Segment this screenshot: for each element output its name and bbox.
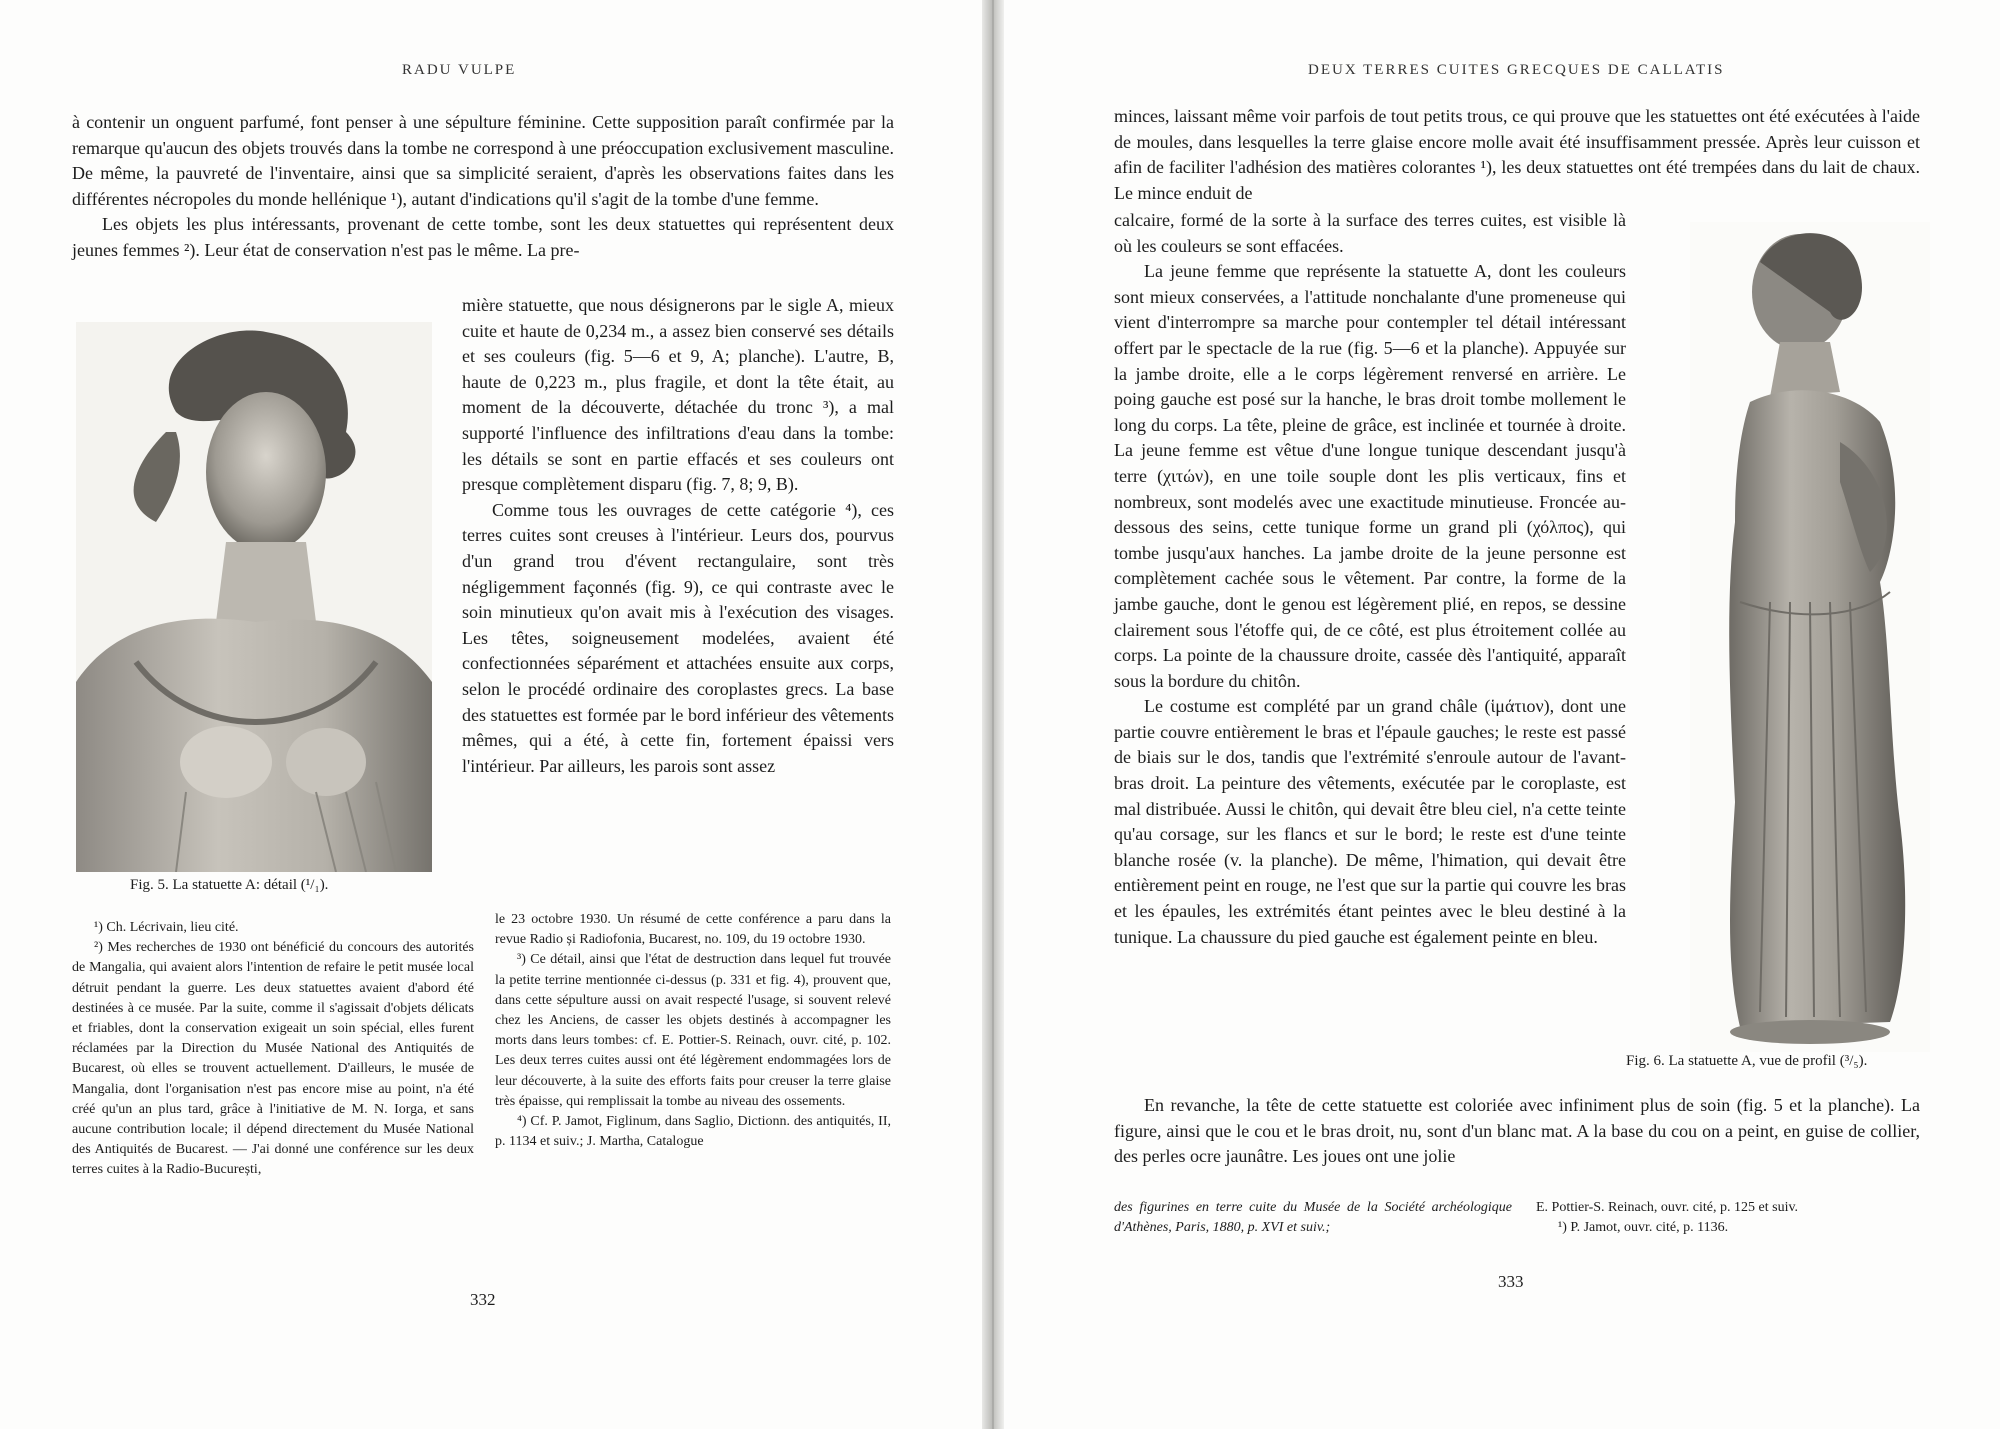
figure-6-statuette-profile (1690, 222, 1930, 1052)
footnotes-left-column (1114, 1198, 1512, 1238)
paragraph: à contenir un onguent parfumé, font penser à une sépulture féminine. Cette supposition paraît confirmée par la remarque qu'aucun des objets trouvés dans la tombe ne correspond à une préoccupation exclusivement masculine. De même, la pauvreté de l'inventaire, ainsi que sa simplicité seraient, d'après les observations faites dans les différentes nécropoles du monde hellénique ¹), autant d'indications qu'il s'agit de la tombe d'une femme. (72, 112, 894, 209)
footnote: ²) Mes recherches de 1930 ont bénéficié du concours des autorités de Mangalia, qui avaient alors l'intention de refaire le petit musée local détruit pendant la guerre. Les deux statuettes avaient d'abord été destinées à ce musée. Par la suite, comme il s'agissait d'objets délicats et friables, dont la conservation exigeait un soin spécial, elles furent réclamées par la Direction du Musée National des Antiquités de Bucarest, où elles se trouvent actuellement. D'ailleurs, le musée de Mangalia, dont l'organisation n'est pas encore mise au point, n'a été créé qu'un an plus tard, grâce à l'initiative de M. N. Iorga, et sans aucune contribution locale; il dépend directement du Musée National des Antiquités de Bucarest. — J'ai donné une conférence sur les deux terres cuites à la Radio-București, (72, 940, 474, 1178)
running-head-left: RADU VULPE (402, 62, 517, 78)
footnote: ¹) Ch. Lécrivain, lieu cité. (94, 920, 239, 935)
body-text-top (72, 110, 894, 264)
footnote: le 23 octobre 1930. Un résumé de cette conférence a paru dans la revue Radio și Radiofonia, Bucarest, no. 109, du 19 octobre 1930. (495, 912, 891, 948)
footnotes-right-column (1536, 1198, 1922, 1238)
figure-5-statuette-detail (76, 322, 432, 872)
footnote: des figurines en terre cuite du Musée de la Société archéologique d'Athènes, Paris, 1880, p. XVI et suiv.; (1114, 1200, 1512, 1236)
footnotes-left-column (72, 918, 474, 1181)
paragraph: mière statuette, que nous désignerons par le sigle A, mieux cuite et haute de 0,234 m., a assez bien conservé ses détails et ses couleurs (fig. 5—6 et 9, A; planche). L'autre, B, haute de 0,223 m., plus fragile, et dont la tête était, au moment de la découverte, détachée du tronc ³), a mal supporté l'influence des infiltrations d'eau dans la tombe: les détails se sont en partie effacés et ses couleurs ont presque complètement disparu (fig. 7, 8; 9, B). (462, 295, 894, 495)
page-number-right: 333 (1498, 1272, 1524, 1291)
statuette-photo-icon (76, 322, 432, 872)
running-head-right: DEUX TERRES CUITES GRECQUES DE CALLATIS (1308, 62, 1725, 78)
paragraph: Le costume est complété par un grand châle (ἱμάτιον), dont une partie couvre entièrement le bras et l'épaule gauches; le reste est passé de biais sur le dos, tandis que l'extrémité s'enroule autour de l'avant-bras droit. La peinture des vêtements, exécutée par le coroplaste, est mal distribuée. Aussi le chitôn, qui devait être bleu ciel, n'a cette teinte qu'au corsage, sur les flancs et sur le bord; le reste est d'une teinte blanche rosée (v. la planche). De même, l'himation, qui devait être entièrement peint en rouge, ne l'est que sur la partie qui couvre les bras et les épaules, les extrémités étant peintes avec le bleu destiné à la tunique. La chaussure du pied gauche est également peinte en bleu. (1114, 696, 1626, 947)
paragraph: La jeune femme que représente la statuette A, dont les couleurs sont mieux conservées, a l'attitude nonchalante d'une promeneuse qui vient d'interrompre sa marche pour contempler tel détail intéressant offert par le spectacle de la rue (fig. 5—6 et la planche). Appuyée sur la jambe droite, elle a le corps légèrement renversé en arrière. Le poing gauche est posé sur la hanche, le bras droit tombe mollement le long du corps. La tête, pleine de grâce, est inclinée et tournée à droite. La jeune femme est vêtue d'une longue tunique descendant jusqu'à terre (χιτών), en une toile souple dont les plis verticaux, fins et nombreux, sont modelés avec une exactitude minutieuse. Froncée au-dessous des seins, cette tunique forme un grand pli (χόλπος), qui tombe jusqu'aux hanches. La jambe droite de la jeune personne est complètement cachée sous le vêtement. Par contre, la forme de la jambe gauche, dont le genou est légèrement plié, en repos, se dessine clairement sous l'étoffe qui, de ce côté, est plus étroitement collée au corps. La pointe de la chaussure droite, cassée dès l'antiquité, apparaît sous la bordure du chitôn. (1114, 261, 1626, 691)
page-332 (0, 0, 990, 1429)
paragraph: calcaire, formé de la sorte à la surface des terres cuites, est visible là où les couleurs se sont effacées. (1114, 210, 1626, 256)
figure-6-caption: Fig. 6. La statuette A, vue de profil (³/₅). (1626, 1053, 1868, 1069)
paragraph: En revanche, la tête de cette statuette est coloriée avec infiniment plus de soin (fig. 5 et la planche). La figure, ainsi que le cou et le bras droit, nu, sont d'un blanc mat. A la base du cou on a peint, en guise de collier, des perles ocre jaunâtre. Les joues ont une jolie (1114, 1095, 1920, 1167)
paragraph: Les objets les plus intéressants, provenant de cette tombe, sont les deux statuettes qui représentent deux jeunes femmes ²). Leur état de conservation n'est pas le même. La pre- (72, 214, 894, 260)
footnotes-right-column (495, 910, 891, 1152)
footnote: E. Pottier-S. Reinach, ouvr. cité, p. 125 et suiv. (1536, 1200, 1799, 1215)
body-text-column (1114, 208, 1626, 950)
footnote: ⁴) Cf. P. Jamot, Figlinum, dans Saglio, Dictionn. des antiquités, II, p. 1134 et suiv.; J. Martha, Catalogue (495, 1114, 891, 1150)
footnote: ¹) P. Jamot, ouvr. cité, p. 1136. (1558, 1220, 1729, 1236)
paragraph: minces, laissant même voir parfois de tout petits trous, ce qui prouve que les statuettes ont été exécutées à l'aide de moules, dans lesquelles la terre glaise encore molle avait été insuffisamment pressée. Après leur cuisson et afin de faciliter l'adhésion des matières colorantes ¹), les deux statuettes ont été trempées dans du lait de chaux. Le mince enduit de (1114, 106, 1920, 203)
footnote: ³) Ce détail, ainsi que l'état de destruction dans lequel fut trouvée la petite terrine mentionnée ci-dessus (p. 331 et fig. 4), prouvent que, dans cette sépulture aussi on avait respecté l'usage, si souvent relevé chez les Anciens, de casser les objets destinés à accompagner les morts dans leurs tombes: cf. E. Pottier-S. Reinach, ouvr. cité, p. 102. Les deux terres cuites aussi ont été légèrement endommagées lors de leur découverte, à la suite des efforts faits pour creuser la terre glaise très épaisse, qui remplissait la tombe au niveau des ossements. (495, 952, 891, 1109)
page-333 (990, 0, 2000, 1429)
body-text-column (462, 293, 894, 779)
paragraph: Comme tous les ouvrages de cette catégorie ⁴), ces terres cuites sont creuses à l'intérieur. Leurs dos, pourvus d'un grand trou d'évent rectangulaire, sont très négligemment façonnés (fig. 9), ce qui contraste avec le soin minutieux qu'on avait mis à l'exécution des visages. Les têtes, soigneusement modelées, avaient été confectionnées séparément et attachées ensuite aux corps, selon le procédé ordinaire des coroplastes grecs. La base des statuettes est formée par le bord inférieur des vêtements mêmes, qui a été, à cette fin, fortement épaissi vers l'intérieur. Par ailleurs, les parois sont assez (462, 499, 894, 776)
page-number-left: 332 (470, 1290, 496, 1309)
body-text-bottom (1114, 1093, 1920, 1170)
figure-5-caption: Fig. 5. La statuette A: détail (¹/₁). (130, 877, 329, 893)
body-text-top (1114, 104, 1920, 206)
statuette-profile-photo-icon (1690, 222, 1930, 1052)
